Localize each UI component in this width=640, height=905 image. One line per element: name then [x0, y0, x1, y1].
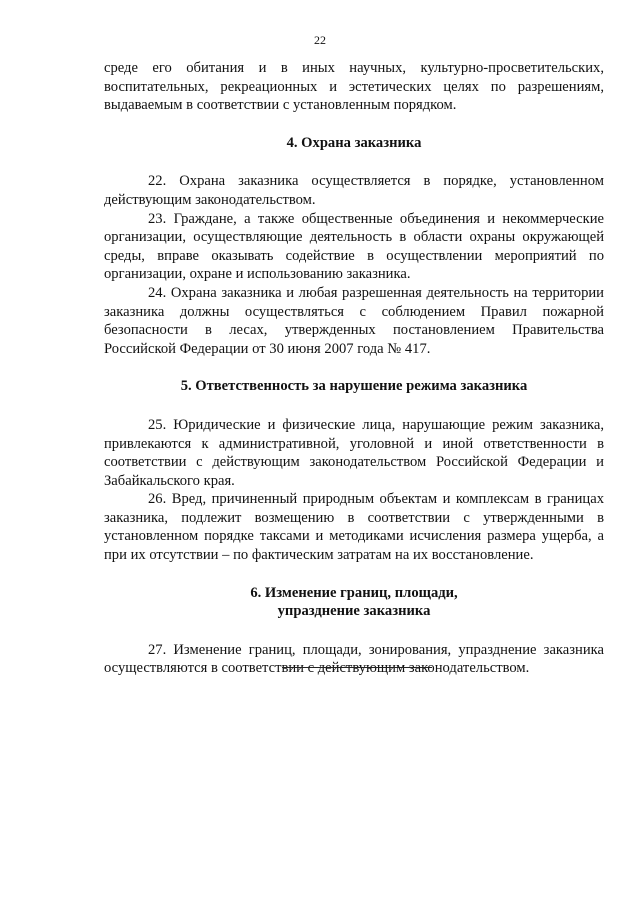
section-heading-5: 5. Ответственность за нарушение режима заказника [180, 378, 528, 395]
paragraph-25: 25. Юридические и физические лица, нарушающие режим заказника, привлекаются к административной, уголовной и иной ответственности в соответствии с действующим законодательством Российской Федерации и Забайкальского края. [104, 416, 604, 489]
end-separator-line [282, 667, 432, 668]
document-body [104, 59, 604, 678]
paragraph-22: 22. Охрана заказника осуществляется в порядке, установленном действующим законодательством. [104, 173, 604, 208]
intro-paragraph: среде его обитания и в иных научных, культурно-просветительских, воспитательных, рекреационных и эстетических целях по разрешениям, выдаваемым в соответствии с установленным порядком. [104, 60, 604, 114]
paragraph-24: 24. Охрана заказника и любая разрешенная деятельность на территории заказника должны осуществляться с соблюдением Правил пожарной безопасности в лесах, утвержденных постановлением Правительства Российской Федерации от 30 июня 2007 года № 417. [104, 284, 604, 357]
section-heading-6 [104, 584, 604, 621]
paragraph-27: 27. Изменение границ, площади, зонирования, упразднение заказника осуществляются в соответствии с действующим законодательством. [104, 641, 604, 677]
section-heading-6-line-1: 6. Изменение границ, площади, [250, 584, 458, 601]
section-heading-4: 4. Охрана заказника [286, 134, 422, 151]
paragraph-23: 23. Граждане, а также общественные объединения и некоммерческие организации, осуществляющие деятельность в области охраны окружающей среды, вправе оказывать содействие в осуществлении мероприятий по организации, охране и использованию заказника. [104, 210, 604, 283]
paragraph-26: 26. Вред, причиненный природным объектам и комплексам в границах заказника, подлежит возмещению в соответствии с утвержденными в установленном порядке таксами и методиками исчисления размера ущерба, а при их отсутствии – по фактическим затратам на их восстановление. [104, 491, 604, 564]
page-number: 22 [314, 33, 326, 47]
section-heading-6-line-2: упразднение заказника [277, 603, 431, 620]
